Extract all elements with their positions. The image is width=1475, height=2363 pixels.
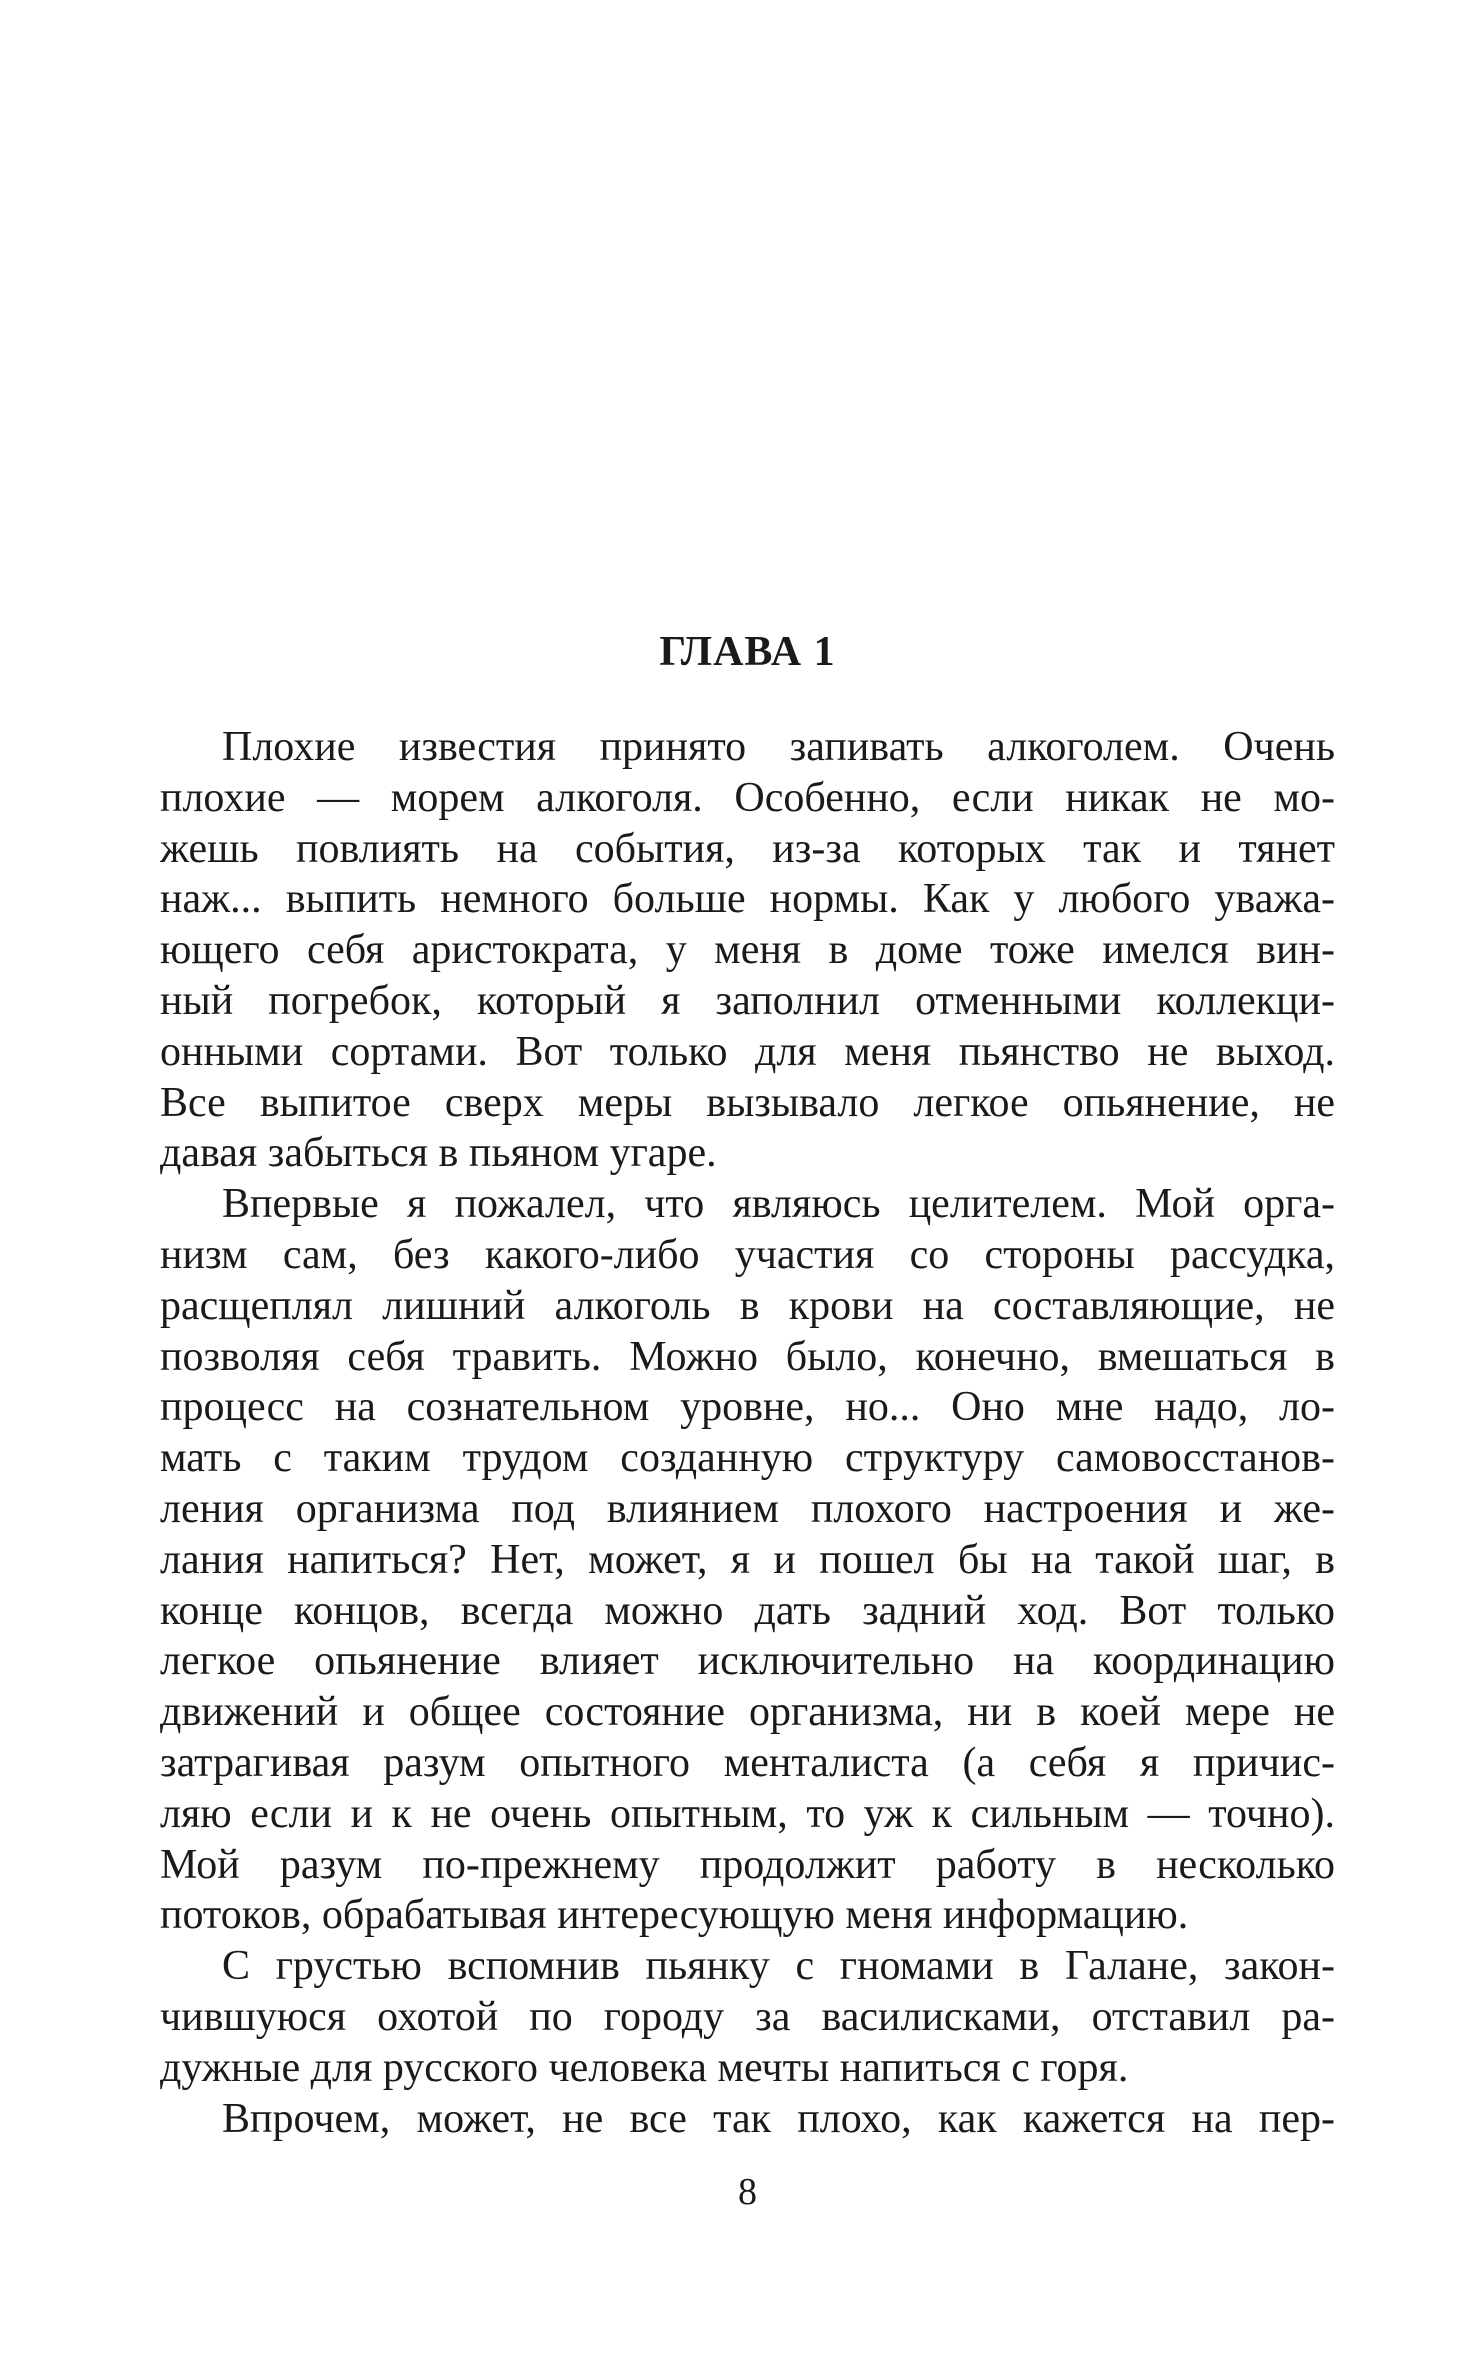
text-line: процесс на сознательном уровне, но... Оно мне надо, ло- bbox=[160, 1384, 1335, 1431]
page-number: 8 bbox=[738, 2171, 757, 2213]
text-line: затрагивая разум опытного менталиста (а себя я причис- bbox=[160, 1739, 1335, 1786]
text-line: Впервые я пожалел, что являюсь целителем. Мой орга- bbox=[222, 1181, 1335, 1228]
text-line: Впрочем, может, не все так плохо, как кажется на пер- bbox=[222, 2095, 1335, 2142]
text-line: наж... выпить немного больше нормы. Как у любого уважа- bbox=[160, 876, 1335, 923]
text-line: Плохие известия принято запивать алкоголем. Очень bbox=[222, 724, 1335, 770]
text-line: плохие — морем алкоголя. Особенно, если никак не мо- bbox=[160, 774, 1335, 821]
text-line: С грустью вспомнив пьянку с гномами в Галане, закон- bbox=[222, 1943, 1335, 1990]
text-line: ный погребок, который я заполнил отменными коллекци- bbox=[160, 977, 1335, 1024]
text-line: ляю если и к не очень опытным, то уж к сильным — точно). bbox=[160, 1790, 1335, 1837]
text-line: расщеплял лишний алкоголь в крови на составляющие, не bbox=[160, 1282, 1335, 1329]
text-line: Мой разум по-прежнему продолжит работу в несколько bbox=[160, 1841, 1335, 1888]
text-line: дужные для русского человека мечты напиться с горя. bbox=[160, 2044, 1129, 2091]
text-line: Все выпитое сверх меры вызывало легкое опьянение, не bbox=[160, 1079, 1335, 1126]
text-line: легкое опьянение влияет исключительно на координацию bbox=[160, 1638, 1335, 1685]
text-line: ления организма под влиянием плохого настроения и же- bbox=[160, 1485, 1335, 1532]
chapter-title: ГЛАВА 1 bbox=[659, 629, 836, 675]
text-line: мать с таким трудом созданную структуру самовосстанов- bbox=[160, 1435, 1335, 1482]
text-line: низм сам, без какого-либо участия со стороны рассудка, bbox=[160, 1231, 1335, 1278]
chapter-text bbox=[160, 722, 1335, 2144]
text-line: давая забыться в пьяном угаре. bbox=[160, 1130, 717, 1177]
text-line: конце концов, всегда можно дать задний ход. Вот только bbox=[160, 1587, 1335, 1634]
text-line: жешь повлиять на события, из-за которых так и тянет bbox=[160, 825, 1335, 872]
text-line: ющего себя аристократа, у меня в доме тоже имелся вин- bbox=[160, 927, 1335, 974]
text-line: потоков, обрабатывая интересующую меня информацию. bbox=[160, 1892, 1189, 1939]
book-page bbox=[160, 0, 1335, 2363]
text-line: лания напиться? Нет, может, я и пошел бы на такой шаг, в bbox=[160, 1536, 1335, 1583]
text-line: чившуюся охотой по городу за василисками, отставил ра- bbox=[160, 1993, 1335, 2040]
text-line: позволяя себя травить. Можно было, конечно, вмешаться в bbox=[160, 1333, 1335, 1380]
text-line: движений и общее состояние организма, ни в коей мере не bbox=[160, 1689, 1335, 1736]
text-line: онными сортами. Вот только для меня пьянство не выход. bbox=[160, 1028, 1335, 1075]
